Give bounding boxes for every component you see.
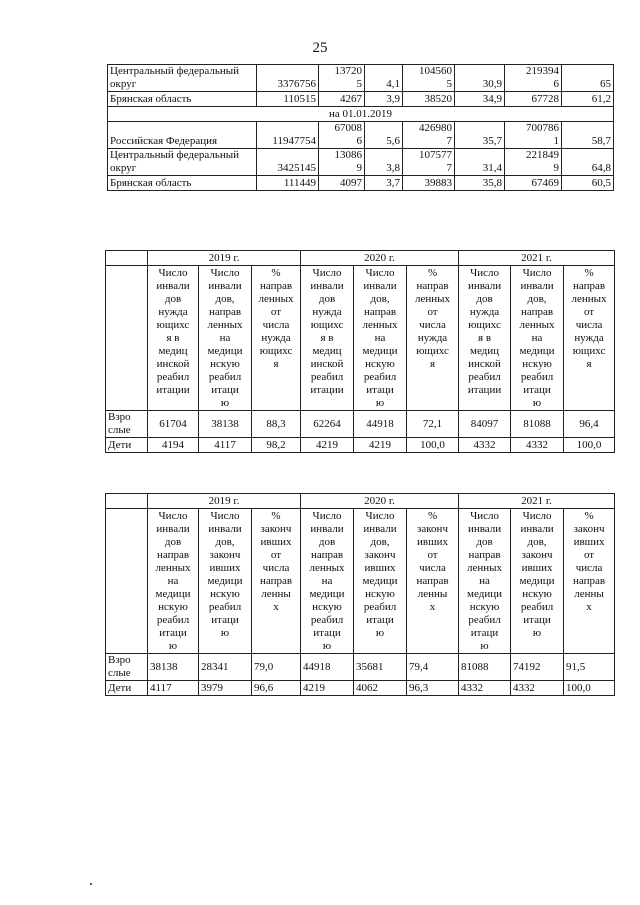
table-cell: 4332 [459,438,511,453]
table-cell: 96,6 [252,681,301,696]
column-header-row [106,509,615,654]
header-corner [106,509,148,654]
row-label: Дети [106,681,148,696]
year-2019: 2019 г. [148,494,301,509]
table-cell: 5,6 [365,122,403,149]
year-header-row [106,251,615,266]
table-cell: 44918 [354,411,407,438]
column-header: Число инвали дов направ ленных на медици нскую реабил итаци ю [148,509,199,654]
table-cell: 79,4 [407,654,459,681]
table-cell: 4332 [511,681,564,696]
table-cell: 4332 [511,438,564,453]
table-cell: 79,0 [252,654,301,681]
table-cell: 88,3 [252,411,301,438]
table-row [106,654,615,681]
table-cell: 44918 [301,654,354,681]
table-cell: 38138 [148,654,199,681]
table-cell: 38138 [199,411,252,438]
rehab-completion-table [105,493,615,696]
table-cell: 61,2 [562,92,614,107]
table-cell: 30,9 [455,65,505,92]
table-cell: 96,4 [564,411,615,438]
column-header: % законч ивших от числа направ ленны х [564,509,615,654]
region-name: Центральный федеральный округ [108,65,257,92]
year-2020: 2020 г. [301,251,459,266]
table-cell: 3376756 [257,65,319,92]
table-cell: 221849 9 [505,149,562,176]
row-label: Взро слые [106,411,148,438]
table-row [106,438,615,453]
table-cell: 84097 [459,411,511,438]
column-header: % законч ивших от числа направ ленны х [252,509,301,654]
table-cell: 72,1 [407,411,459,438]
table-row [106,681,615,696]
date-label: на 01.01.2019 [108,107,614,122]
table-row [108,122,614,149]
table-cell: 4,1 [365,65,403,92]
table-row [108,65,614,92]
rehab-need-table [105,250,615,453]
table-cell: 67469 [505,176,562,191]
table-cell: 4267 [319,92,365,107]
table-cell: 13086 9 [319,149,365,176]
table-cell: 111449 [257,176,319,191]
scan-speck [90,883,92,885]
column-header: Число инвали дов, направ ленных на медици нскую реабил итаци ю [511,266,564,411]
year-2020: 2020 г. [301,494,459,509]
column-header: % направ ленных от числа нужда ющихс я [564,266,615,411]
region-name: Российская Федерация [108,122,257,149]
table-cell: 61704 [148,411,199,438]
column-header: Число инвали дов, направ ленных на медици нскую реабил итаци ю [199,266,252,411]
table-cell: 60,5 [562,176,614,191]
table-cell: 35,7 [455,122,505,149]
column-header: Число инвали дов нужда ющихс я в медиц инской реабил итации [148,266,199,411]
table-cell: 4097 [319,176,365,191]
table-cell: 28341 [199,654,252,681]
page-number: 25 [312,40,328,56]
column-header: Число инвали дов, законч ивших медици нскую реабил итаци ю [511,509,564,654]
row-label: Взро слые [106,654,148,681]
table-cell: 3979 [199,681,252,696]
table-cell: 700786 1 [505,122,562,149]
table-row [108,176,614,191]
table-cell: 39883 [403,176,455,191]
column-header-row [106,266,615,411]
region-name: Брянская область [108,92,257,107]
table-cell: 3425145 [257,149,319,176]
region-name: Центральный федеральный округ [108,149,257,176]
table-cell: 3,9 [365,92,403,107]
table-cell: 74192 [511,654,564,681]
table-cell: 67008 6 [319,122,365,149]
table-cell: 107577 7 [403,149,455,176]
table-cell: 3,8 [365,149,403,176]
column-header: Число инвали дов нужда ющихс я в медиц инской реабил итации [459,266,511,411]
table-cell: 64,8 [562,149,614,176]
table-cell: 34,9 [455,92,505,107]
table-cell: 100,0 [564,681,615,696]
column-header: Число инвали дов, законч ивших медици нскую реабил итаци ю [354,509,407,654]
column-header: % направ ленных от числа нужда ющихс я [407,266,459,411]
table-cell: 62264 [301,411,354,438]
year-header-row [106,494,615,509]
year-2021: 2021 г. [459,494,615,509]
table-row [108,92,614,107]
table-cell: 100,0 [564,438,615,453]
table-cell: 38520 [403,92,455,107]
table-cell: 65 [562,65,614,92]
table-cell: 4332 [459,681,511,696]
table-cell: 58,7 [562,122,614,149]
column-header: Число инвали дов, законч ивших медици нскую реабил итаци ю [199,509,252,654]
table-cell: 104560 5 [403,65,455,92]
table-cell: 11947754 [257,122,319,149]
table-cell: 4117 [148,681,199,696]
table-cell: 67728 [505,92,562,107]
table-cell: 4219 [354,438,407,453]
table-cell: 13720 5 [319,65,365,92]
table-cell: 4194 [148,438,199,453]
regional-stats-table [107,64,614,191]
table-cell: 426980 7 [403,122,455,149]
table-cell: 4219 [301,438,354,453]
column-header: % законч ивших от числа направ ленны х [407,509,459,654]
table-cell: 31,4 [455,149,505,176]
year-2019: 2019 г. [148,251,301,266]
table-cell: 100,0 [407,438,459,453]
column-header: Число инвали дов, направ ленных на медици нскую реабил итаци ю [354,266,407,411]
table-cell: 81088 [511,411,564,438]
table-cell: 110515 [257,92,319,107]
table-cell: 35681 [354,654,407,681]
table-cell: 3,7 [365,176,403,191]
column-header: Число инвали дов направ ленных на медици нскую реабил итаци ю [301,509,354,654]
column-header: Число инвали дов нужда ющихс я в медиц инской реабил итации [301,266,354,411]
header-corner [106,266,148,411]
column-header: % направ ленных от числа нужда ющихс я [252,266,301,411]
table-row [106,411,615,438]
column-header: Число инвали дов направ ленных на медици нскую реабил итаци ю [459,509,511,654]
table-cell: 81088 [459,654,511,681]
row-label: Дети [106,438,148,453]
table-cell: 4117 [199,438,252,453]
table-cell: 96,3 [407,681,459,696]
table-cell: 91,5 [564,654,615,681]
date-row [108,107,614,122]
region-name: Брянская область [108,176,257,191]
table-cell: 219394 6 [505,65,562,92]
table-row [108,149,614,176]
table-cell: 35,8 [455,176,505,191]
year-2021: 2021 г. [459,251,615,266]
table-cell: 4062 [354,681,407,696]
table-cell: 4219 [301,681,354,696]
table-cell: 98,2 [252,438,301,453]
